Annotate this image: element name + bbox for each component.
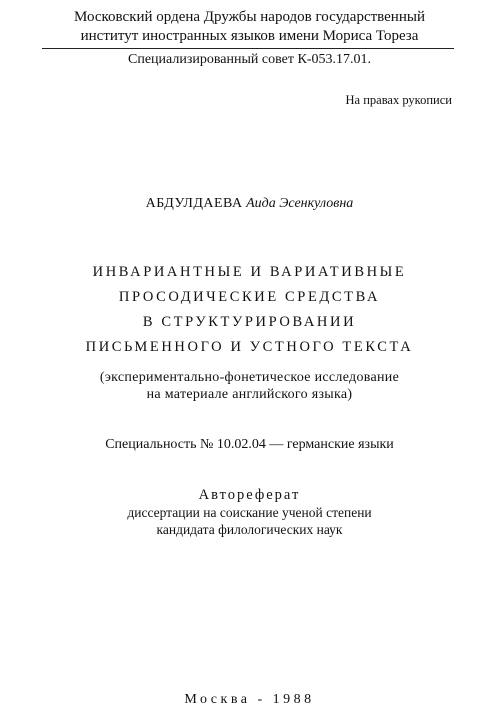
specialty: Специальность № 10.02.04 — германские языки	[105, 437, 394, 452]
city-year: Москва - 1988	[184, 692, 315, 707]
institute-name-line-1: Московский ордена Дружбы народов государственный	[74, 9, 425, 25]
subtitle-line-1: (экспериментально-фонетическое исследование	[99, 370, 400, 385]
author-given-names: Аида Эсенкуловна	[246, 196, 354, 211]
author-surname: АБДУЛДАЕВА	[145, 196, 243, 211]
title-line-4: ПИСЬМЕННОГО И УСТНОГО ТЕКСТА	[85, 339, 414, 355]
author-name	[0, 196, 499, 212]
rights-note: На правах рукописи	[345, 93, 452, 107]
title-line-1: ИНВАРИАНТНЫЕ И ВАРИАТИВНЫЕ	[92, 264, 407, 280]
abstract-heading: Автореферат	[198, 487, 301, 503]
institute-name-line-2: институт иностранных языков имени Мориса Тореза	[80, 28, 419, 44]
header-divider	[42, 48, 454, 49]
title-line-2: ПРОСОДИЧЕСКИЕ СРЕДСТВА	[118, 289, 381, 305]
dissertation-line-2: кандидата филологических наук	[156, 522, 343, 537]
subtitle-line-2: на материале английского языка)	[146, 387, 353, 402]
title-line-3: В СТРУКТУРИРОВАНИИ	[142, 314, 357, 330]
specialized-council: Специализированный совет К-053.17.01.	[128, 52, 371, 67]
dissertation-line-1: диссертации на соискание ученой степени	[127, 505, 372, 520]
